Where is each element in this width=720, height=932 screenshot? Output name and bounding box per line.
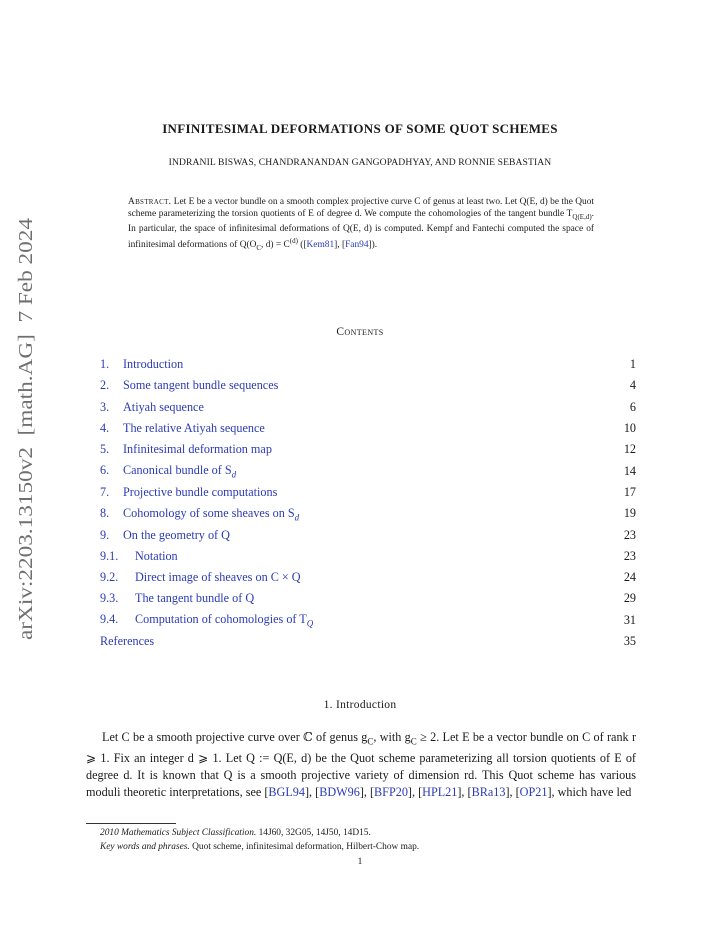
toc-page: 1 [629,357,636,372]
toc-number: 6. [100,462,110,477]
toc-subscript: Q [306,618,314,629]
toc-page: 17 [623,484,636,499]
toc-link[interactable] [100,442,272,457]
intro-subscript: C [410,736,417,747]
toc-label: Cohomology of some sheaves on S [123,505,295,520]
toc-label: On the geometry of Q [123,527,230,542]
toc-row[interactable] [100,482,636,503]
toc-link[interactable] [100,463,236,479]
toc-label: Canonical bundle of S [123,462,232,477]
intro-line-2: vector bundle on C of rank r ⩾ 1. Fix an integer d ⩾ 1. Let Q := Q(E, d) be the [86,730,637,766]
toc-page: 19 [623,506,636,521]
toc-label-math [306,612,314,629]
abstract-line-5c: ([ [297,240,307,250]
footnote-keywords [100,840,640,854]
footnote-msc [100,826,640,840]
citation-kem81[interactable]: Kem81 [306,240,335,250]
toc-label: Some tangent bundle sequences [123,378,279,393]
intro-line-1c: ≥ 2. Let E be a [416,730,494,744]
toc-number: 5. [100,442,110,457]
table-of-contents [100,354,636,652]
toc-number: 9.2. [100,570,119,585]
toc-link[interactable] [100,591,254,606]
citation-fan94[interactable]: Fan94 [345,240,369,250]
paper-title: INFINITESIMAL DEFORMATIONS OF SOME QUOT SCHEMES [162,121,558,136]
toc-label: References [100,634,155,648]
toc-row[interactable] [100,588,636,609]
toc-number: 9. [100,527,110,542]
toc-row[interactable] [100,439,636,460]
toc-page: 12 [623,442,636,457]
toc-row[interactable] [100,631,636,652]
toc-number: 8. [100,505,110,520]
toc-label: Infinitesimal deformation map [123,442,272,457]
abstract [128,196,594,254]
abstract-line-5a: the space of infinitesimal deformations of Q(O [128,223,595,250]
footnote-msc-label: 2010 Mathematics Subject Classification. [100,828,257,838]
abstract-line-4: space of infinitesimal deformations of Q(E, d) is computed. Kempf and Fantechi computed [194,223,545,234]
toc-link[interactable] [100,549,178,564]
intro-line-4: smooth projective variety of dimension rd. This Quot scheme has various moduli theoretic [86,768,637,800]
toc-page: 29 [623,591,636,606]
toc-row[interactable] [100,503,636,524]
citation-bra13[interactable]: BRa13 [471,785,506,800]
toc-link[interactable] [100,634,154,649]
toc-row[interactable] [100,524,636,545]
arxiv-stamp-text: arXiv:2203.13150v2 [math.AG] 7 Feb 2024 [16,285,37,640]
abstract-line-3a: degree d. We compute the cohomologies of the tangent bundle T [327,209,573,219]
toc-row[interactable] [100,567,636,588]
toc-row[interactable] [100,418,636,439]
abstract-superscript: (d) [289,236,298,245]
abstract-sep: ], [ [334,240,346,250]
paper-authors: INDRANIL BISWAS, CHANDRANANDAN GANGOPADHYAY, AND RONNIE SEBASTIAN [168,157,552,168]
toc-number: 1. [100,357,110,372]
toc-row[interactable] [100,610,636,631]
toc-row[interactable] [100,397,636,418]
toc-page: 6 [629,399,636,414]
toc-link[interactable] [100,612,313,628]
toc-link[interactable] [100,421,265,436]
toc-link[interactable] [100,400,204,415]
citation-bfp20[interactable]: BFP20 [374,785,408,800]
toc-row[interactable] [100,460,636,481]
toc-row[interactable] [100,354,636,375]
toc-link[interactable] [100,506,299,522]
toc-page: 35 [623,634,636,648]
intro-line-1a: Let C be a smooth projective curve over ℂ of genus g [102,730,368,744]
footnote-keywords-value: Quot scheme, infinitesimal deformation, Hilbert-Chow map. [189,842,420,852]
abstract-heading: Abstract. [128,197,172,207]
toc-label: The relative Atiyah sequence [123,421,265,436]
toc-link[interactable] [100,378,278,393]
toc-link[interactable] [100,528,230,543]
abstract-end: ]). [368,240,378,250]
toc-link[interactable] [100,570,301,585]
section-heading: 1. Introduction [323,699,397,711]
toc-label: The tangent bundle of Q [135,591,255,606]
toc-label: Notation [135,548,178,563]
toc-number: 3. [100,399,110,414]
toc-number: 2. [100,378,110,393]
footnote-keywords-label: Key words and phrases. [100,842,190,852]
toc-label-math [295,506,300,520]
intro-paragraph: Let C be a smooth projective curve over ℂ of genus $g_C$, with $g_C \ge 2$. Let E be a vector bundle on C of rank r ⩾ 1. Fix an integer d ⩾ 1. Let Q := Q(E, d) be the Quot scheme parameterizing all torsion quotients of E of degree d. It is known that Q is a smooth projective variety of dimension rd. This Quot scheme has various moduli theoretic interpretations, see [BGL94], [BDW96], [BFP20], [HPL21], [BRa13], [OP21], which have led [86,730,637,800]
intro-line-5a: interpretations, see [ [169,785,269,800]
toc-label: Projective bundle computations [123,484,278,499]
toc-page: 14 [623,463,636,478]
toc-label: Computation of cohomologies of T [135,611,307,626]
footnote-msc-value: 14J60, 32G05, 14J50, 14D15. [256,828,371,838]
intro-line-5-end: ], which have led [547,785,632,800]
toc-label: Atiyah sequence [123,399,204,414]
toc-number: 7. [100,484,110,499]
abstract-line-3b: . In particular, the [128,209,594,234]
intro-line-1b: , with g [373,730,411,744]
citation-bdw96[interactable]: BDW96 [319,785,360,800]
citation-op21[interactable]: OP21 [519,785,548,800]
abstract-line-5b: , d) = C [261,240,290,250]
abstract-line-1: Let E be a vector bundle on a smooth complex projective curve C of genus [173,197,455,207]
toc-subscript: d [231,469,237,480]
toc-label-math [231,463,237,480]
toc-page: 23 [623,548,636,563]
toc-page: 4 [629,378,636,393]
toc-row[interactable] [100,375,636,396]
contents-heading: Contents [336,326,384,338]
toc-link[interactable] [100,485,277,500]
abstract-subscript-c: C [256,243,262,252]
toc-number: 4. [100,421,110,436]
toc-page: 24 [623,570,636,585]
toc-page: 10 [623,421,636,436]
abstract-subscript: Q(E,d) [572,212,592,221]
toc-number: 9.3. [100,591,119,606]
arxiv-stamp [6,216,40,642]
footnote [100,826,640,854]
footnote-rule [86,823,176,824]
citation-hpl21[interactable]: HPL21 [422,785,458,800]
page-number: 1 [357,857,363,867]
abstract-line-2: at least two. Let Q(E, d) be the Quot scheme parameterizing the torsion quotients of E of [128,197,595,219]
toc-number: 9.1. [100,548,119,563]
toc-label: Direct image of sheaves on C × Q [135,570,301,585]
intro-subscript: C [367,736,374,747]
toc-page: 23 [623,527,636,542]
toc-number: 9.4. [100,611,119,626]
toc-page: 31 [623,612,636,627]
intro-line-3: Quot scheme parameterizing all torsion quotients of E of degree d. It is known that Q is a [86,751,636,783]
toc-row[interactable] [100,546,636,567]
toc-link[interactable] [100,357,183,372]
toc-label: Introduction [123,357,184,372]
toc-subscript: d [294,511,300,522]
citation-bgl94[interactable]: BGL94 [268,785,305,800]
